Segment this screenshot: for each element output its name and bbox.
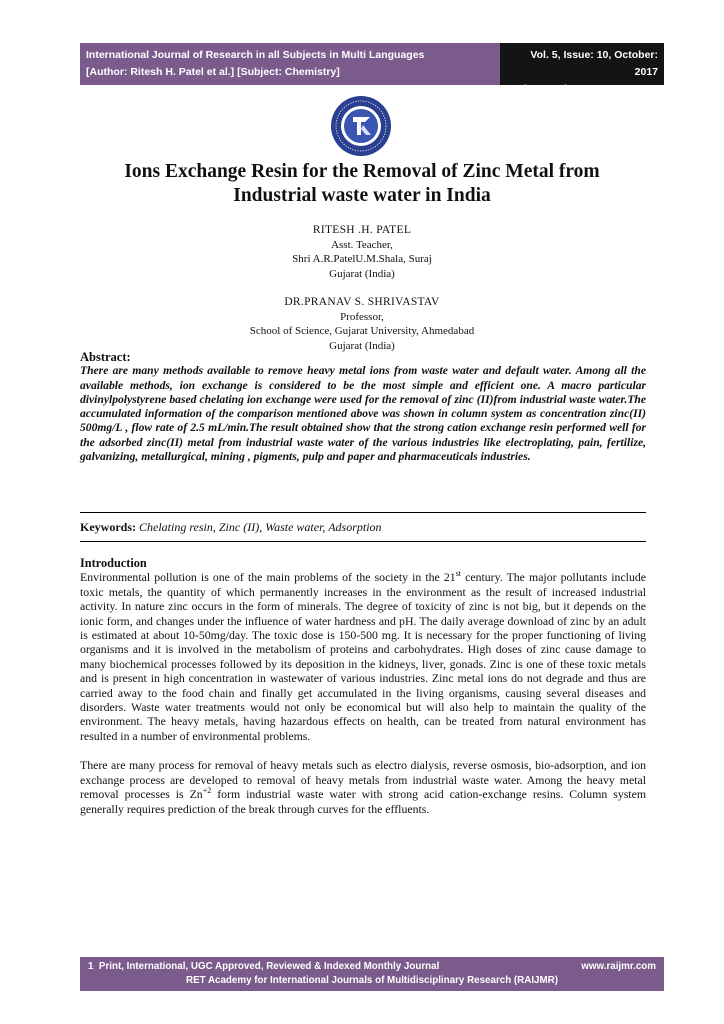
author-subject: [Author: Ritesh H. Patel et al.] [Subject: Chemistry] [86, 66, 340, 78]
journal-header [80, 43, 664, 95]
keywords-line [80, 520, 646, 535]
author2-affiliation: School of Science, Gujarat University, Ahmedabad [249, 325, 475, 337]
footer-info [88, 960, 439, 974]
abstract-text: There are many methods available to remove heavy metal ions from waste water and default water. Among all the available methods, ion exchange is considered to be the most simple and efficient one. A macro particular divinylpolystyrene based chelating ion exchange were used for the removal of zinc (II)from industrial waste water.The accumulated information of the comparison mentioned above was shown in column system as concentration zinc(II) 500mg/L , flow rate of 2.5 mL/min.The result obtained show that the strong cation exchange resin performed well for the adsorbed zinc(II) metal from industrial waste water of the various industries like electroplating, pain, fertilize, galvanizing, metallurgical, mining , pigments, pulp and paper and pharmaceuticals industries. [80, 364, 646, 464]
author1-name: RITESH .H. PATEL [312, 224, 412, 236]
issn: (IJRSML) ISSN: 2321 - 2853 [522, 83, 658, 95]
author1-role: Asst. Teacher, [331, 238, 393, 251]
introduction-heading: Introduction [80, 556, 147, 570]
keywords-label: Keywords: [80, 520, 136, 534]
journal-footer [80, 957, 664, 991]
keywords-text: Chelating resin, Zinc (II), Waste water, Adsorption [139, 520, 382, 534]
author2-role: Professor, [340, 310, 384, 323]
title-line-1: Ions Exchange Resin for the Removal of Zinc Metal from [124, 161, 600, 182]
abstract-section [80, 350, 646, 464]
divider-bottom [80, 541, 646, 542]
journal-name: International Journal of Research in all Subjects in Multi Languages [86, 49, 425, 61]
footer-description: Print, International, UGC Approved, Reviewed & Indexed Monthly Journal [98, 961, 440, 972]
author1-affiliation: Shri A.R.PatelU.M.Shala, Suraj [292, 253, 432, 265]
paper-title [80, 160, 644, 208]
intro-paragraph-1: Environmental pollution is one of the main problems of the society in the 21st century. The major pollutants include toxic metals, the quantity of which permanently increases in the environment as the result of increased industrial activity. In nature zinc occurs in the form of minerals. The degree of toxicity of zinc is not big, but it depends on the ionic form, and changes under the influence of water hardness and pH. The daily average download of zinc by an adult is estimated at about 10-50mg/day. The toxic dose is 150-500 mg. It is necessary for the proper functioning of living organisms and it is involved in the metabolism of proteins and carbohydrates. High doses of zinc cause damage to many biochemical processes followed by its deposition in the kidneys, liver, gonads. Zinc is one of these toxic metals and is present in high concentration in wastewater of various industries. Zinc metal ions do not degrade and thus are carried away to the food chain and finally get accumulated in the living organisms, causing several diseases and disorders. Waste water treatments would not only be economical but will also help to maintain the quality of the environment. The heavy metals, having hazardous effects on health, can be treated from natural environment has resulted in a number of environmental problems. [80, 569, 646, 743]
intro-paragraph-2: There are many process for removal of heavy metals such as electro dialysis, reverse osmosis, bio-adsorption, and ion exchange process are developed to removal of heavy metals from industrial waste water. Among the heavy metal removal processes is $Zn^{+2}$ form industrial waste water with strong acid cation-exchange resins. Column system generally requires prediction of the break through curves for the effluents. [80, 758, 646, 816]
website-link[interactable]: www.raijmr.com [581, 961, 656, 972]
author1-location: Gujarat (India) [329, 267, 395, 280]
header-left [80, 43, 500, 85]
introduction-section [80, 556, 646, 816]
header-right [500, 43, 664, 95]
page-number: 1 [88, 961, 94, 972]
publisher-name: RET Academy for International Journals of Multidisciplinary Research (RAIJMR) [186, 975, 558, 986]
abstract-heading: Abstract: [80, 350, 131, 364]
author2-name: DR.PRANAV S. SHRIVASTAV [284, 296, 440, 308]
author-block [80, 223, 644, 353]
divider-top [80, 512, 646, 513]
title-line-2: Industrial waste water in India [233, 185, 491, 206]
raijmr-seal-logo [330, 95, 392, 157]
author2-location: Gujarat (India) [329, 339, 395, 352]
volume-issue: Vol. 5, Issue: 10, October: 2017 [530, 49, 658, 78]
